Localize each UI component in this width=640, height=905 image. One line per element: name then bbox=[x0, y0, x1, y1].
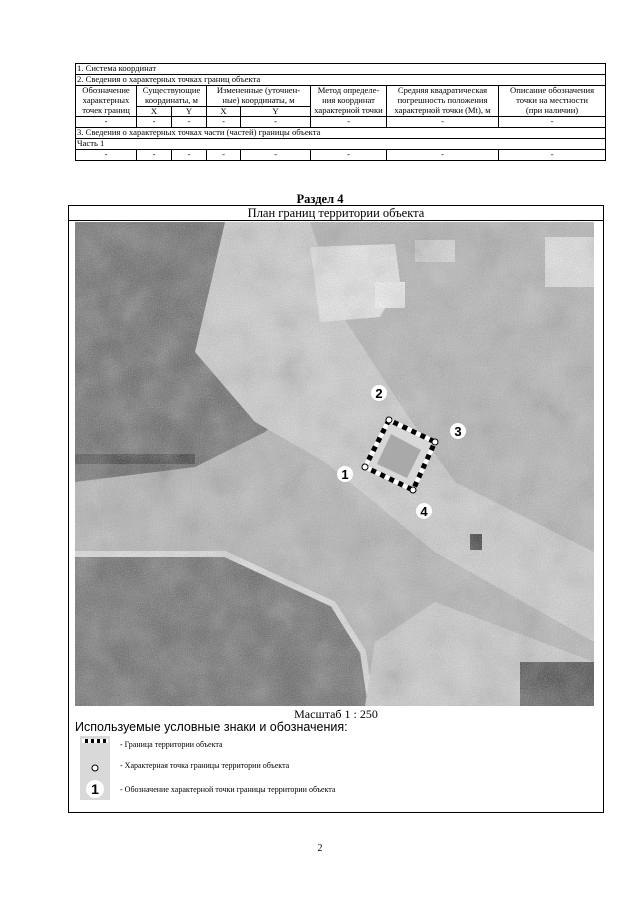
part-points-heading: 3. Сведения о характерных точках части (частей) границы объекта bbox=[76, 128, 606, 139]
header-mean-error: Средняя квадратическая погрешность положения характерной точки (Mt), м bbox=[387, 85, 499, 117]
header-existing-x: X bbox=[137, 106, 172, 117]
page-number: 2 bbox=[317, 843, 323, 854]
table-row bbox=[76, 117, 606, 128]
header-changed-coords: Измененные (уточнен- ные) координаты, м bbox=[207, 85, 311, 106]
scale-label: Масштаб 1 : 250 bbox=[294, 707, 378, 721]
point-label-symbol-icon bbox=[80, 778, 110, 800]
table-cell: - bbox=[76, 117, 137, 128]
point-label-1: 1 bbox=[341, 467, 349, 482]
aerial-map bbox=[75, 222, 594, 706]
point-symbol-icon bbox=[80, 757, 110, 779]
table-cell: - bbox=[499, 117, 606, 128]
header-description: Описание обозначения точки на местности (при наличии) bbox=[499, 85, 606, 117]
table-cell: - bbox=[241, 150, 311, 161]
legend-title: Используемые условные знаки и обозначения: bbox=[75, 720, 348, 734]
coordinate-system-row: 1. Система координат bbox=[76, 64, 606, 75]
coordinates-table bbox=[75, 63, 606, 161]
table-cell: - bbox=[387, 117, 499, 128]
table-cell: - bbox=[137, 150, 172, 161]
table-row bbox=[76, 150, 606, 161]
table-cell: - bbox=[387, 150, 499, 161]
part-1-label: Часть 1 bbox=[76, 139, 606, 150]
table-cell: - bbox=[76, 150, 137, 161]
table-cell: - bbox=[311, 117, 387, 128]
legend-text: - Обозначение характерной точки границы территории объекта bbox=[120, 785, 336, 794]
map-grain bbox=[75, 222, 594, 706]
header-changed-x: X bbox=[207, 106, 241, 117]
header-point-designation: Обозначение характерных точек границ bbox=[76, 85, 137, 117]
legend-text: - Граница территории объекта bbox=[120, 740, 223, 749]
table-cell: - bbox=[207, 117, 241, 128]
table-cell: - bbox=[241, 117, 311, 128]
table-cell: - bbox=[499, 150, 606, 161]
table-cell: - bbox=[207, 150, 241, 161]
table-cell: - bbox=[172, 150, 207, 161]
table-cell: - bbox=[137, 117, 172, 128]
boundary-symbol-icon bbox=[80, 736, 110, 758]
header-existing-coords: Существующие координаты, м bbox=[137, 85, 207, 106]
table-cell: - bbox=[311, 150, 387, 161]
header-method: Метод определе- ния координат характерной точки bbox=[311, 85, 387, 117]
point-label-4: 4 bbox=[420, 504, 428, 519]
boundary-points-heading: 2. Сведения о характерных точках границ объекта bbox=[76, 74, 606, 85]
legend-point-number: 1 bbox=[91, 781, 99, 797]
legend-text: - Характерная точка границы территории объекта bbox=[120, 761, 290, 770]
header-changed-y: Y bbox=[241, 106, 311, 117]
table-cell: - bbox=[172, 117, 207, 128]
point-label-2: 2 bbox=[375, 386, 383, 401]
plan-title: План границ территории объекта bbox=[68, 206, 604, 221]
point-label-3: 3 bbox=[454, 424, 462, 439]
section-title: Раздел 4 bbox=[296, 192, 344, 206]
header-existing-y: Y bbox=[172, 106, 207, 117]
